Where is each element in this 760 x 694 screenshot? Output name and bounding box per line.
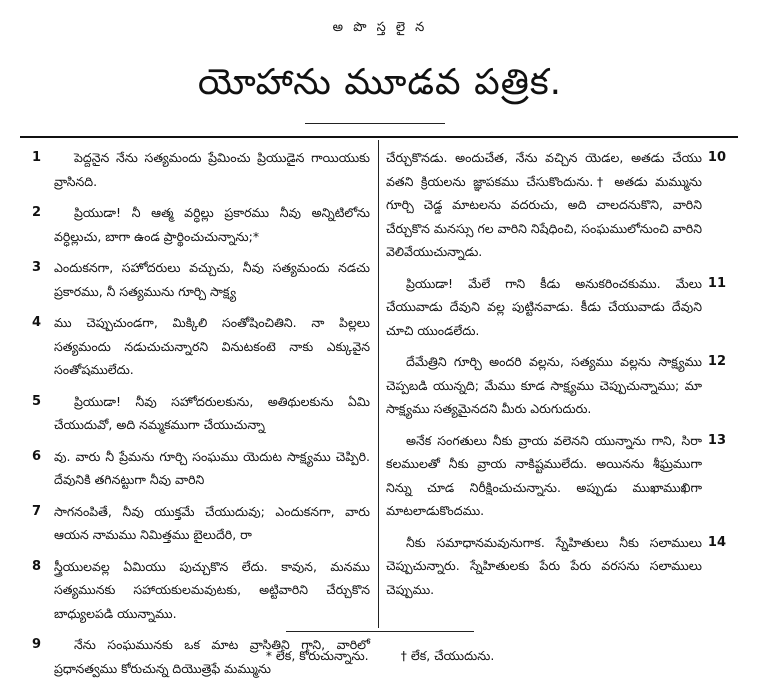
verse-number: 4 [32,315,42,330]
verse-number: 10 [707,150,726,165]
verse-text: ప్రియుడా! నీవు సహోదరులకును, అతిథులకును ఏమి చేయుదువో, అది నమ్మకముగా చేయుచున్నా [54,393,370,432]
footnote-divider [286,631,474,632]
verse-text: ప్రియుడా! మేలే గాని కీడు అనుకరించకుము. మేలు చేయువాడు దేవుని వల్ల పుట్టినవాడు. కీడు చేయువాడు దేవుని చూచి యుండలేదు. [386,275,702,338]
verse-number: 14 [707,534,726,550]
right-column [386,146,726,609]
verse-text: స్త్రీయులవల్ల ఏమియు పుచ్చుకొన లేదు. కావున, మనము సత్యమునకు సహాయకులమవుటకు, అట్టివారిని చేర్చుకొన బాధ్యులపడి యున్నాము. [54,558,370,621]
verse-5 [32,390,370,437]
verse-text: నేను సంఘమునకు ఒక మాట వ్రాసితిని గాని, వారిలో ప్రధానత్వము కోరుచున్న దియొత్రెఫే మమ్మును [54,637,370,676]
verse-1 [32,146,370,193]
verse-number: 11 [707,275,726,291]
verse-number: 9 [32,637,42,652]
footnote-2: † లేక, చేయుదును. [400,648,495,663]
verse-2 [32,201,370,248]
verse-7 [32,500,370,547]
verse-text: సాగనంపితే, నీవు యుక్తమే చేయుదువు; ఎందుకనగా, వారు ఆయన నామము నిమిత్తము బైలుదేరి, రా [54,503,370,542]
top-divider [20,136,738,138]
verse-text: దేమేత్రిని గూర్చి అందరి వల్లను, సత్యము వల్లను సాక్ష్యము చెప్పబడి యున్నది; మేము కూడ సాక్ష్యము చెప్పుచున్నాము; మా సాక్ష్యము సత్యమైనదని మీరు ఎరుగుదురు. [386,354,702,416]
column-divider [378,140,379,628]
verse-11 [386,272,726,343]
verse-number: 3 [32,260,42,275]
verse-10 [386,146,726,264]
verse-number: 5 [32,393,42,409]
footnotes [0,648,760,667]
verse-text: అనేక సంగతులు నీకు వ్రాయ వలెనని యున్నాను గాని, సిరా కలములతో నీకు వ్రాయ నాకిష్టములేదు. అయినను శీఘ్రముగా నిన్ను చూడ నిరీక్షించుచున్నాను. అప్పుడు ముఖాముఖిగా మాటలాడుకొందము. [386,432,702,518]
title-underline [305,123,445,124]
left-column [32,146,370,688]
verse-text: పెద్దనైన నేను సత్యమందు ప్రేమించు ప్రియుడైన గాయియుకు వ్రాసినది. [54,150,370,189]
verse-number: 2 [32,205,42,220]
verse-text: ము చెప్పుచుండగా, మిక్కిలి సంతోషించితిని. నా పిల్లలు సత్యమందు నడుచుచున్నారని వినుటకంటె నాకు ఎక్కువైన సంతోషములేదు. [54,315,370,377]
verse-6 [32,445,370,492]
verse-text: చేర్చుకొనడు. అందుచేత, నేను వచ్చిన యెడల, అతడు చేయు వతని క్రియలను జ్ఞాపకము చేసుకొందును.† అతడు మమ్మును గూర్చి చెడ్డ మాటలను వదరుచు, అది చాలదనుకొని, వారిని చేర్చుకొన మనస్సు గల వారిని నిషేధించి, సంఘములోనుంచి వారిని వెలివేయుచున్నాడు. [386,150,702,259]
section-kicker: అ పొ స్త లై న [332,20,428,35]
verse-text: ఎందుకనగా, సహోదరులు వచ్చుచు, నీవు సత్యమందు నడచు ప్రకారము, నీ సత్యమును గూర్చి సాక్ష్య [54,260,370,299]
verse-number: 13 [707,432,726,448]
verse-8 [32,555,370,626]
page-title: యోహాను మూడవ పత్రిక. [197,62,563,103]
footnote-1: * లేక, కోరుచున్నాను. [265,648,369,663]
verse-3 [32,256,370,303]
verse-12 [386,350,726,421]
verse-4 [32,311,370,382]
verse-text: నీకు సమాధానమవునుగాక. స్నేహితులు నీకు సలాములు చెప్పుచున్నారు. స్నేహితులకు పేరు పేరు వరసను సలాములు చెప్పుము. [386,534,702,597]
verse-number: 8 [32,558,42,574]
verse-text: వు. వారు నీ ప్రేమను గూర్చి సంఘము యెదుట సాక్ష్యము చెప్పిరి. దేవునికి తగినట్టుగా నీవు వారిని [54,448,370,487]
verse-number: 1 [32,150,42,165]
verse-number: 12 [707,354,726,369]
verse-13 [386,429,726,523]
verse-14 [386,531,726,602]
verse-text: ప్రియుడా! నీ ఆత్మ వర్ధిల్లు ప్రకారము నీవు అన్నిటిలోను వర్ధిల్లుచు, బాగా ఉండ ప్రార్థించుచున్నాను;* [54,205,370,244]
verse-number: 6 [32,448,42,464]
verse-number: 7 [32,503,42,519]
